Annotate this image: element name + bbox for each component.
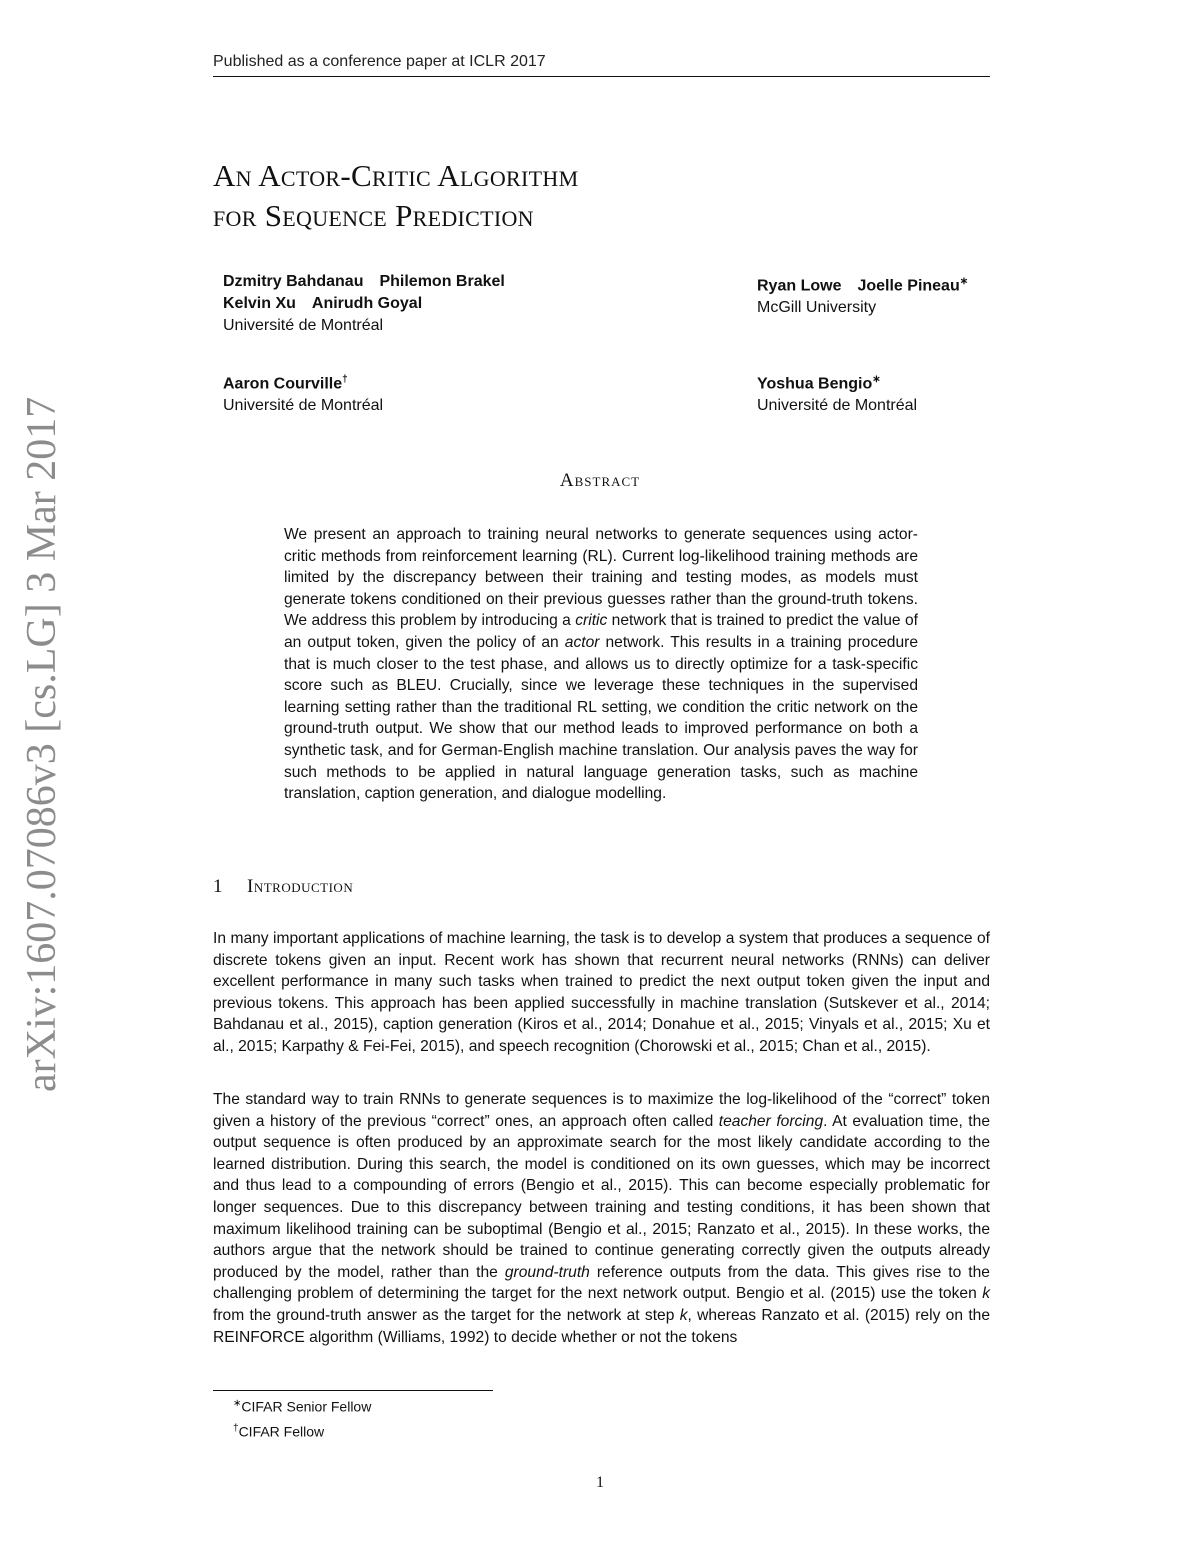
title-line-1: An Actor-Critic Algorithm <box>213 158 579 193</box>
abstract-text: network. This results in a training procedure that is much closer to the test phase, and allows us to directly optimize for a task-specific score such as BLEU. Crucially, since we leverage these techniques in the supervised learning setting rather than the traditional RL setting, we condition the critic network on the ground-truth output. We show that our method leads to improved performance on both a synthetic task, and for German-English machine translation. Our analysis paves the way for such methods to be applied in natural language generation tasks, such as machine translation, caption generation, and dialogue modelling. <box>284 633 918 803</box>
author-names-text: Ryan Lowe Joelle Pineau <box>757 277 960 295</box>
abstract-body <box>284 524 918 805</box>
intro-paragraph-2 <box>213 1089 990 1348</box>
author-affiliation: Université de Montréal <box>223 397 384 415</box>
running-head: Published as a conference paper at ICLR 2017 <box>213 52 990 77</box>
emphasis-ground-truth: ground-truth <box>504 1263 590 1281</box>
footnote-text: CIFAR Senior Fellow <box>241 1398 372 1415</box>
author-names-text: Yoshua Bengio <box>757 375 873 393</box>
author-names <box>223 369 383 395</box>
author-names: Kelvin Xu Anirudh Goyal <box>223 295 423 312</box>
title-line-2: for Sequence Prediction <box>213 198 534 233</box>
author-block-bengio <box>757 369 917 417</box>
paragraph-text: The standard way to train RNNs to generate sequences is to maximize the log-likelihood of the “correct” token given a history of the previous “correct” ones, an approach often called <box>213 1091 990 1130</box>
footnote-item <box>233 1418 733 1443</box>
arxiv-identifier-stamp: arXiv:1607.07086v3 [cs.LG] 3 Mar 2017 <box>19 396 65 1092</box>
author-names: Dzmitry Bahdanau Philemon Brakel <box>223 273 505 290</box>
footnote-mark: ∗ <box>233 1398 242 1409</box>
author-names-text: Aaron Courville <box>223 375 343 393</box>
abstract-heading: Abstract <box>559 470 641 491</box>
footnote-mark: † <box>233 1422 239 1434</box>
abstract-emphasis-critic: critic <box>575 612 608 630</box>
author-affiliation: McGill University <box>757 299 877 317</box>
section-title: Introduction <box>247 876 354 897</box>
section-number: 1 <box>213 876 223 897</box>
footnotes <box>233 1393 733 1442</box>
paragraph-text: . At evaluation time, the output sequence is often produced by an approximate search for the most likely candidate according to the learned distribution. During this search, the model is conditioned on its own guesses, which may be incorrect and thus lead to a compounding of errors (Bengio et al., 2015). This can become especially problematic for longer sequences. Due to this discrepancy between training and testing conditions, it has been shown that maximum likelihood training can be suboptimal (Bengio et al., 2015; Ranzato et al., 2015). In these works, the authors argue that the network should be trained to continue generating correctly given the outputs already produced by the model, rather than the <box>213 1112 990 1281</box>
footnote-divider <box>213 1390 493 1391</box>
author-affiliation: Université de Montréal <box>223 317 384 334</box>
author-affiliation: Université de Montréal <box>757 397 918 415</box>
author-mark: ∗ <box>872 374 881 385</box>
abstract-text: We present an approach to training neural networks to generate sequences using actor-critic methods from reinforcement learning (RL). Current log-likelihood training methods are limited by the discrepancy between their training and testing modes, as models must generate tokens conditioned on their previous guesses rather than the ground-truth tokens. We address this problem by introducing a <box>284 526 918 630</box>
author-names <box>757 369 917 395</box>
footnote-text: CIFAR Fellow <box>238 1423 325 1440</box>
section-heading-introduction <box>213 876 990 898</box>
author-mark: ∗ <box>959 276 969 287</box>
math-variable-k: k <box>982 1285 990 1303</box>
paragraph-text: , whereas Ranzato et al. (2015) rely on the REINFORCE algorithm (Williams, 1992) to decide whether or not the tokens <box>213 1306 990 1346</box>
author-names <box>757 271 968 297</box>
paper-title <box>213 156 973 236</box>
paragraph-text: reference outputs from the data. This gives rise to the challenging problem of determining the target for the next network output. Bengio et al. (2015) use the token <box>213 1263 990 1303</box>
emphasis-teacher-forcing: teacher forcing <box>718 1112 824 1130</box>
footnote-item <box>233 1393 733 1418</box>
author-block-mcgill <box>757 271 968 319</box>
abstract-emphasis-actor: actor <box>564 633 600 651</box>
author-mark: † <box>342 374 348 385</box>
math-variable-k: k <box>679 1306 688 1324</box>
page-number: 1 <box>596 1474 604 1491</box>
intro-paragraph-1: In many important applications of machine learning, the task is to develop a system that produces a sequence of discrete tokens given an input. Recent work has shown that recurrent neural networks (RNNs) can deliver excellent performance in many such tasks when trained to predict the next output token given the input and previous tokens. This approach has been applied successfully in machine translation (Sutskever et al., 2014; Bahdanau et al., 2015), caption generation (Kiros et al., 2014; Donahue et al., 2015; Vinyals et al., 2015; Xu et al., 2015; Karpathy & Fei-Fei, 2015), and speech recognition (Chorowski et al., 2015; Chan et al., 2015). <box>213 930 990 1055</box>
abstract-text: network that is trained to predict the value of an output token, given the policy of an <box>284 612 918 651</box>
author-block-montreal-1 <box>223 271 505 337</box>
author-block-courville <box>223 369 383 417</box>
paragraph-text: from the ground-truth answer as the target for the network at step <box>213 1306 680 1324</box>
